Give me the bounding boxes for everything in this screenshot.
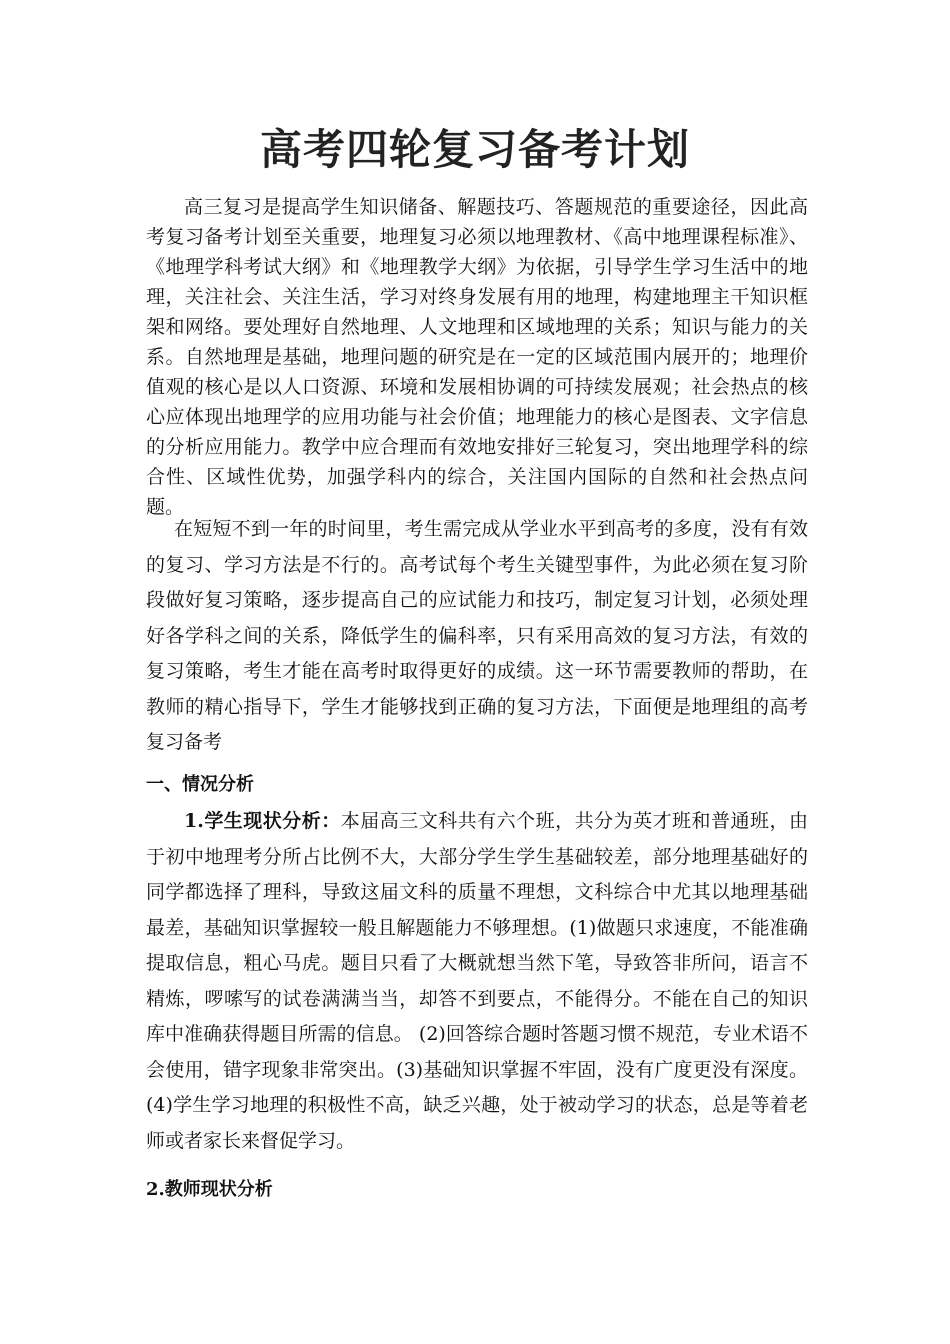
student-analysis-lead: 1.学生现状分析：	[184, 810, 341, 832]
section-heading-situation-analysis: 一、情况分析	[146, 774, 254, 795]
paragraph-2: 在短短不到一年的时间里，考生需完成从学业水平到高考的多度，没有有效的复习、学习方法是不行的。高考试每个考生关键型事件，为此必须在复习阶段做好复习策略，逐步提高自己的应试能力和技巧，制定复习计划，必须处理好各学科之间的关系，降低学生的偏科率，只有采用高效的复习方法，有效的复习策略，考生才能在高考时取得更好的成绩。这一环节需要教师的帮助，在教师的精心指导下，学生才能够找到正确的复习方法，下面便是地理组的高考复习备考	[146, 518, 808, 753]
student-analysis-body: 本届高三文科共有六个班，共分为英才班和普通班，由于初中地理考分所占比例不大，大部分学生学生基础较差，部分地理基础好的同学都选择了理科，导致这届文科的质量不理想，文科综合中尤其以地理基础最差，基础知识掌握较一般且解题能力不够理想。(1)做题只求速度，不能准确提取信息，粗心马虎。题目只看了大概就想当然下笔，导致答非所问，语言不精炼，啰嗦写的试卷满满当当，却答不到要点，不能得分。不能在自己的知识库中准确获得题目所需的信息。 (2)回答综合题时答题习惯不规范，专业术语不会使用，错字现象非常突出。(3)基础知识掌握不牢固，没有广度更没有深度。(4)学生学习地理的积极性不高，缺乏兴趣，处于被动学习的状态，总是等着老师或者家长来督促学习。	[146, 810, 808, 1152]
intro-paragraph: 高三复习是提高学生知识储备、解题技巧、答题规范的重要途径，因此高考复习备考计划至关重要，地理复习必须以地理教材、《高中地理课程标准》、《地理学科考试大纲》和《地理教学大纲》为依据，引导学生学习生活中的地理，关注社会、关注生活，学习对终身发展有用的地理，构建地理主干知识框架和网络。要处理好自然地理、人文地理和区域地理的关系；知识与能力的关系。自然地理是基础，地理问题的研究是在一定的区域范围内展开的；地理价值观的核心是以人口资源、环境和发展相协调的可持续发展观；社会热点的核心应体现出地理学的应用功能与社会价值；地理能力的核心是图表、文字信息的分析应用能力。教学中应合理而有效地安排好三轮复习，突出地理学科的综合性、区域性优势，加强学科内的综合，关注国内国际的自然和社会热点问题。	[146, 196, 808, 518]
student-analysis-paragraph	[146, 804, 808, 1159]
document-title: 高考四轮复习备考计划	[259, 125, 690, 174]
subsection-heading-teacher-analysis: 2.教师现状分析	[146, 1179, 273, 1200]
